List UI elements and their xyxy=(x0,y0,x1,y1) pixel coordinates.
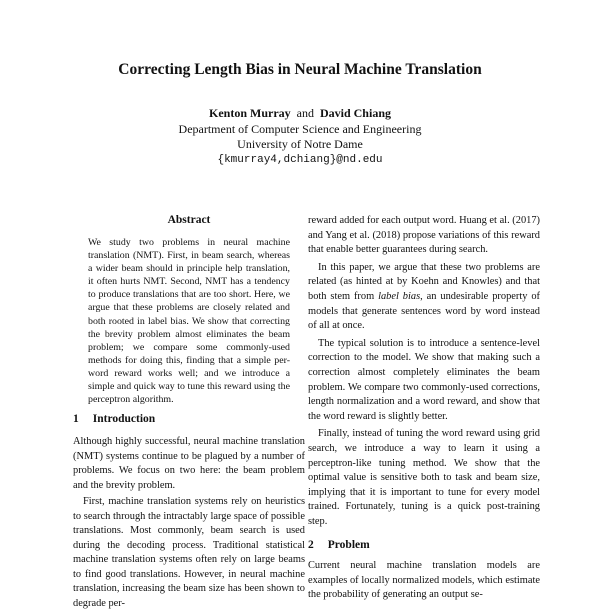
author-1: Kenton Murray xyxy=(208,106,291,120)
section-1-body xyxy=(73,435,305,611)
abstract-body xyxy=(88,236,290,406)
right-paragraph-1: reward added for each output word. Huang et al. (2017) and Yang et al. (2018) propose variations of this reward that enable better guarantees during search. xyxy=(308,215,540,256)
right-paragraph-4: Finally, instead of tuning the word reward using grid search, we introduce a way to learn it using a perceptron-like tuning method. We show that the optimal value is sensitive both to task and beam size, implying that it is important to tune for every model trained. Fortunately, tuning is a quick post-training step. xyxy=(308,428,540,527)
author-conjunction: and xyxy=(296,106,314,120)
p2-text-before: In this paper, we argue that these two problems are related (as hinted at by Koehn and Knowles) and that both stem from xyxy=(308,261,540,302)
right-column xyxy=(308,214,540,603)
section-1-title: Introduction xyxy=(92,413,156,425)
affiliation-department: Department of Computer Science and Engineering xyxy=(178,121,422,136)
section-2-number: 2 xyxy=(308,539,314,552)
intro-paragraph-2: First, machine translation systems rely on heuristics to search through the intractably large space of possible translations. Most commonly, beam search is used during the decoding process. Traditional statistical machine translation systems often rely on large beams to find good translations. However, in neural machine translation, increasing the beam size has been shown to degrade per- xyxy=(73,496,305,609)
section-1-heading xyxy=(73,413,305,425)
intro-paragraph-1: Although highly successful, neural machine translation (NMT) systems continue to be plagued by a number of problems. We focus on two here: the beam problem and the brevity problem. xyxy=(73,436,305,491)
label-bias-term: label bias xyxy=(378,290,421,302)
affiliation-university: University of Notre Dame xyxy=(237,137,363,151)
right-paragraph-2 xyxy=(308,261,540,334)
p2-text-after: , an undesirable property of models that generate sentences word by word instead of all at once. xyxy=(308,290,540,332)
right-paragraph-3: The typical solution is to introduce a sentence-level correction to the model. We show that making such a correction almost completely eliminates the beam problem. We compare two commonly-used corrections, length normalization and a word reward, and show that the word reward is slightly better. xyxy=(308,337,540,422)
abstract-heading: Abstract xyxy=(167,214,211,226)
paper-title: Correcting Length Bias in Neural Machine Translation xyxy=(118,61,482,78)
problem-paragraph-1: Current neural machine translation models are examples of locally normalized models, which estimate the probability of generating an output se- xyxy=(308,560,540,601)
author-email: {kmurray4,dchiang}@nd.edu xyxy=(217,153,383,166)
author-block xyxy=(0,106,600,168)
abstract-text: We study two problems in neural machine translation (NMT). First, in beam search, whereas a wider beam should in principle help translation, it often hurts NMT. Second, NMT has a tendency to produce translations that are too short. Here, we argue that these problems are closely related and both rooted in label bias. We show that correcting the brevity problem almost eliminates the beam problem; we compare some commonly-used methods for doing this, finding that a simple per-word reward works well; and we introduce a simple and quick way to tune this reward using the perceptron algorithm. xyxy=(88,237,290,406)
section-2-title: Problem xyxy=(327,539,370,552)
author-names xyxy=(0,106,600,122)
section-2-heading xyxy=(308,538,540,553)
author-2: David Chiang xyxy=(319,106,391,120)
section-1-number: 1 xyxy=(73,413,79,425)
